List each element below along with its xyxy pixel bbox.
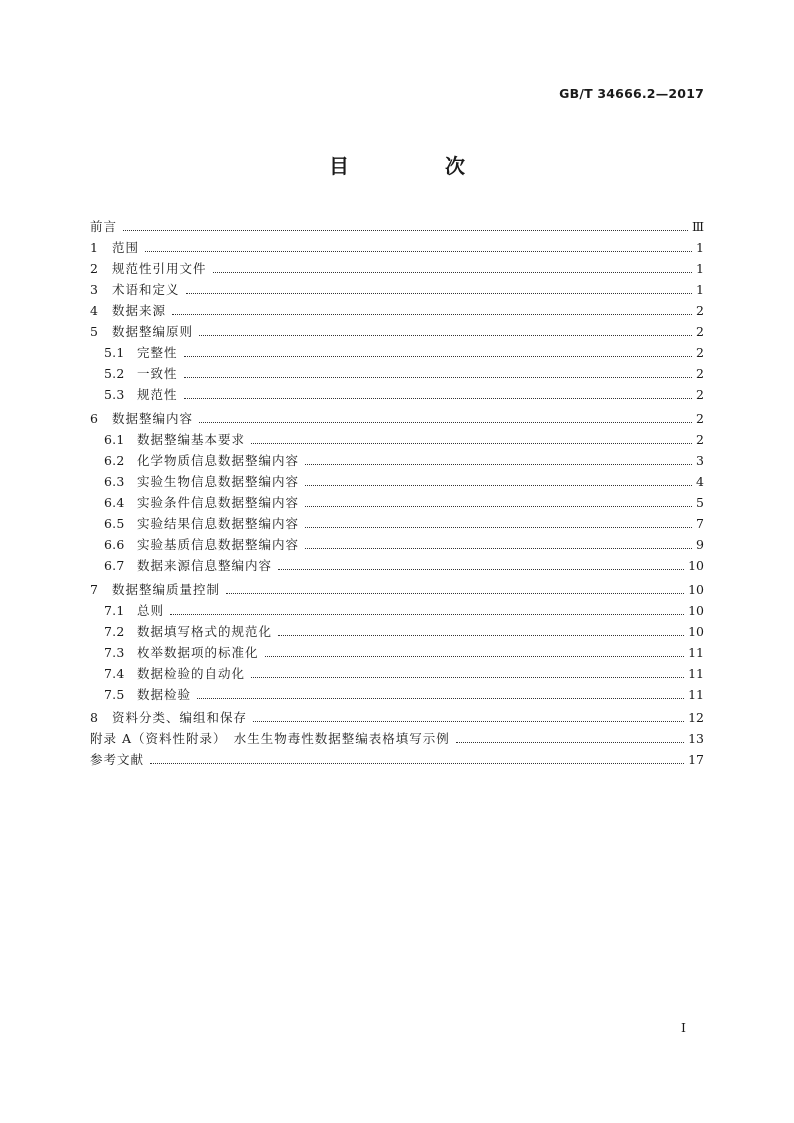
- toc-entry-number: 6.4: [104, 494, 125, 510]
- toc-entry-title: 术语和定义: [112, 282, 180, 297]
- toc-entry-number: 7.2: [104, 623, 125, 639]
- toc-entry-number: 8: [90, 710, 99, 726]
- toc-entry-title: 数据填写格式的规范化: [137, 623, 273, 639]
- toc-entry-number: 7.5: [104, 686, 125, 702]
- toc-entry-title: 实验生物信息数据整编内容: [137, 473, 300, 489]
- dot-leader: [213, 272, 693, 273]
- standard-number: GB/T 34666.2—2017: [559, 86, 704, 101]
- toc-entry-page: 10: [688, 581, 704, 597]
- toc-entry-title: 数据整编质量控制: [112, 581, 221, 597]
- toc-entry-title: 规范性: [137, 387, 178, 402]
- toc-entry[interactable]: [90, 492, 704, 513]
- toc-entry-number: 7.1: [104, 602, 125, 618]
- toc-entry-page: 11: [688, 665, 704, 681]
- toc-entry-page: 2: [696, 366, 704, 381]
- page-title: 目 次: [329, 154, 503, 178]
- toc-entry-title: 总则: [137, 602, 165, 618]
- toc-entry-title: 实验结果信息数据整编内容: [137, 515, 300, 531]
- dot-leader: [305, 548, 692, 549]
- toc-entry-number: 7.3: [104, 644, 125, 660]
- toc-entry[interactable]: [90, 749, 704, 770]
- toc-entry-title: 数据整编原则: [112, 324, 194, 339]
- toc-entry-page: 11: [688, 686, 704, 702]
- toc-entry-title: 范围: [112, 240, 140, 255]
- toc-entry-title: 完整性: [137, 345, 178, 360]
- dot-leader: [305, 485, 692, 486]
- toc-entry[interactable]: [90, 534, 704, 555]
- toc-entry-page: 2: [696, 410, 704, 426]
- toc-entry-number: 3: [90, 282, 99, 297]
- dot-leader: [145, 251, 692, 252]
- toc-entry-number: 5: [90, 324, 99, 339]
- toc-entry[interactable]: [90, 237, 704, 258]
- toc-entry-number: 6.5: [104, 515, 125, 531]
- dot-leader: [253, 721, 684, 722]
- toc-entry-title: 前言: [90, 219, 118, 234]
- dot-leader: [278, 635, 684, 636]
- toc-entry-title: 资料分类、编组和保存: [112, 710, 248, 726]
- toc-entry[interactable]: [90, 216, 704, 237]
- toc-entry-title: 参考文献: [90, 752, 145, 768]
- toc-entry-number: 6.6: [104, 536, 125, 552]
- table-of-contents: [90, 216, 704, 770]
- toc-entry-number: 6.2: [104, 452, 125, 468]
- toc-entry-number: 6.3: [104, 473, 125, 489]
- toc-entry-page: 5: [696, 494, 704, 510]
- dot-leader: [199, 335, 692, 336]
- toc-entry-page: 1: [696, 240, 704, 255]
- toc-entry[interactable]: [90, 513, 704, 534]
- toc-entry-title: 数据来源信息整编内容: [137, 557, 273, 573]
- toc-entry-page: 2: [696, 324, 704, 339]
- toc-entry-number: 2: [90, 261, 99, 276]
- toc-entry-number: 1: [90, 240, 99, 255]
- toc-entry[interactable]: [90, 642, 704, 663]
- toc-entry[interactable]: [90, 429, 704, 450]
- dot-leader: [184, 398, 693, 399]
- toc-entry-number: 6.7: [104, 557, 125, 573]
- toc-entry-title: 枚举数据项的标准化: [137, 644, 259, 660]
- toc-entry[interactable]: [90, 321, 704, 342]
- toc-entry-page: 1: [696, 282, 704, 297]
- dot-leader: [226, 593, 684, 594]
- toc-entry-page: Ⅲ: [691, 219, 704, 234]
- dot-leader: [305, 527, 692, 528]
- toc-entry-page: 10: [688, 557, 704, 573]
- dot-leader: [456, 742, 684, 743]
- toc-entry[interactable]: [90, 384, 704, 405]
- toc-entry-page: 7: [696, 515, 704, 531]
- dot-leader: [170, 614, 684, 615]
- dot-leader: [186, 293, 693, 294]
- toc-entry-title: 数据来源: [112, 303, 167, 318]
- toc-entry[interactable]: [90, 300, 704, 321]
- dot-leader: [265, 656, 685, 657]
- dot-leader: [199, 422, 692, 423]
- toc-entry-title: 附录 A（资料性附录） 水生生物毒性数据整编表格填写示例: [90, 731, 450, 747]
- toc-entry[interactable]: [90, 579, 704, 600]
- toc-entry-title: 实验基质信息数据整编内容: [137, 536, 300, 552]
- toc-entry-page: 10: [688, 623, 704, 639]
- toc-entry-page: 1: [696, 261, 704, 276]
- toc-entry-title: 规范性引用文件: [112, 261, 207, 276]
- dot-leader: [251, 677, 684, 678]
- toc-entry[interactable]: [90, 621, 704, 642]
- toc-entry-page: 2: [696, 345, 704, 360]
- toc-entry-number: 7: [90, 581, 99, 597]
- toc-entry[interactable]: [90, 363, 704, 384]
- toc-entry[interactable]: [90, 279, 704, 300]
- toc-entry-page: 11: [688, 644, 704, 660]
- toc-entry-number: 6: [90, 410, 99, 426]
- toc-entry[interactable]: [90, 450, 704, 471]
- toc-entry[interactable]: [90, 600, 704, 621]
- page-folio: I: [681, 1020, 686, 1035]
- dot-leader: [184, 356, 693, 357]
- toc-entry-page: 10: [688, 602, 704, 618]
- toc-entry-title: 数据检验: [137, 686, 192, 702]
- toc-entry-title: 一致性: [137, 366, 178, 381]
- dot-leader: [278, 569, 684, 570]
- toc-entry-number: 5.3: [104, 387, 125, 402]
- toc-entry-number: 6.1: [104, 431, 125, 447]
- toc-entry-page: 2: [696, 303, 704, 318]
- toc-entry[interactable]: [90, 707, 704, 728]
- toc-entry[interactable]: [90, 728, 704, 749]
- toc-entry-number: 4: [90, 303, 99, 318]
- dot-leader: [305, 506, 692, 507]
- toc-entry[interactable]: [90, 663, 704, 684]
- toc-entry-page: 9: [696, 536, 704, 552]
- dot-leader: [305, 464, 692, 465]
- toc-entry-title: 数据整编基本要求: [137, 431, 246, 447]
- toc-entry-number: 5.1: [104, 345, 125, 360]
- toc-entry-title: 数据整编内容: [112, 410, 194, 426]
- toc-entry-title: 实验条件信息数据整编内容: [137, 494, 300, 510]
- toc-entry-page: 3: [696, 452, 704, 468]
- toc-entry-page: 2: [696, 431, 704, 447]
- toc-entry-number: 7.4: [104, 665, 125, 681]
- toc-entry[interactable]: [90, 408, 704, 429]
- toc-entry-number: 5.2: [104, 366, 125, 381]
- toc-entry-page: 12: [688, 710, 704, 726]
- toc-entry[interactable]: [90, 471, 704, 492]
- dot-leader: [172, 314, 692, 315]
- toc-entry[interactable]: [90, 342, 704, 363]
- toc-entry-title: 数据检验的自动化: [137, 665, 246, 681]
- dot-leader: [197, 698, 684, 699]
- toc-entry-page: 4: [696, 473, 704, 489]
- toc-entry-page: 2: [696, 387, 704, 402]
- toc-entry[interactable]: [90, 555, 704, 576]
- toc-entry-page: 13: [688, 731, 704, 747]
- dot-leader: [184, 377, 693, 378]
- toc-entry-title: 化学物质信息数据整编内容: [137, 452, 300, 468]
- dot-leader: [150, 763, 684, 764]
- toc-entry[interactable]: [90, 684, 704, 705]
- toc-entry-page: 17: [688, 752, 704, 768]
- dot-leader: [123, 230, 688, 231]
- toc-entry[interactable]: [90, 258, 704, 279]
- dot-leader: [251, 443, 692, 444]
